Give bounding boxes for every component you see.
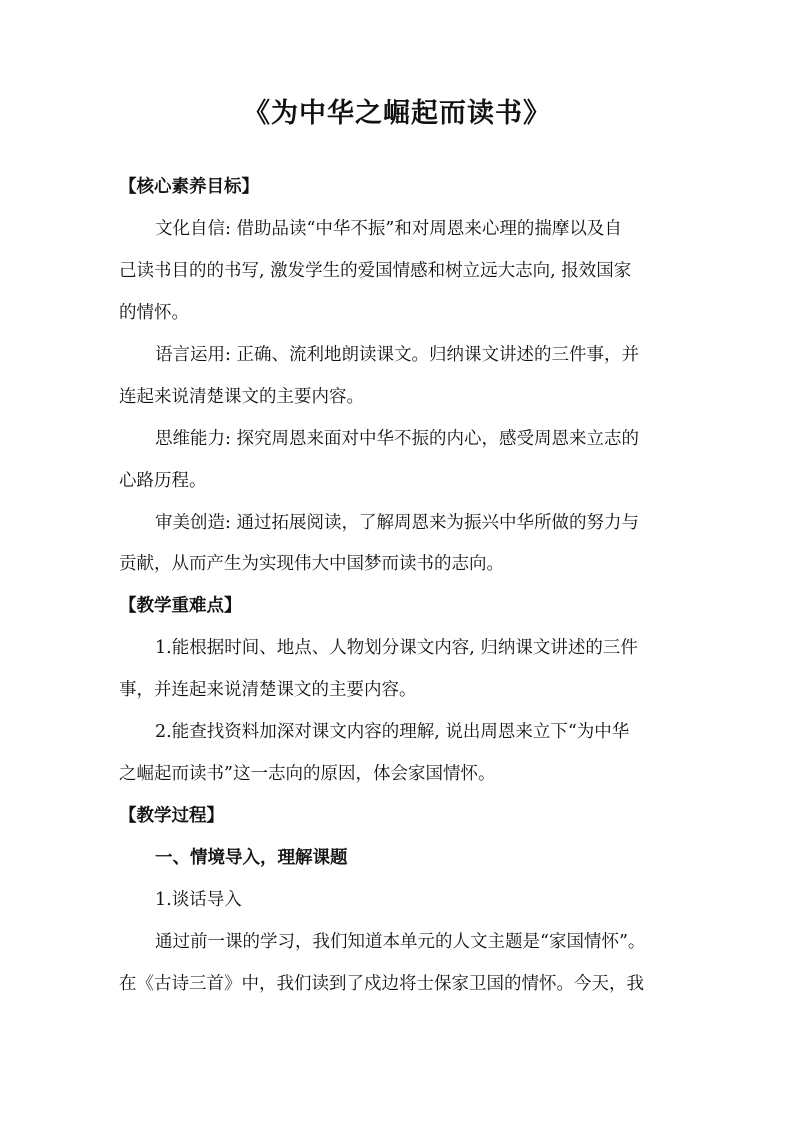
paragraph-line: 事，并连起来说清楚课文的主要内容。	[119, 680, 417, 700]
paragraph-line: 语言运用: 正确、流利地朗读课文。归纳课文讲述的三件事，并	[155, 345, 639, 365]
paragraph-line: 通过前一课的学习，我们知道本单元的人文主题是“家国情怀”。	[155, 932, 646, 952]
paragraph-line: 在《古诗三首》中，我们读到了戍边将士保家卫国的情怀。今天，我	[119, 974, 644, 994]
paragraph-line: 连起来说清楚课文的主要内容。	[119, 387, 364, 407]
document-title: 《为中华之崛起而读书》	[243, 98, 551, 129]
paragraph-line: 文化自信: 借助品读“中华不振”和对周恩来心理的揣摩以及自	[155, 219, 622, 239]
paragraph-line: 思维能力: 探究周恩来面对中华不振的内心，感受周恩来立志的	[155, 429, 639, 449]
step-label: 1.谈话导入	[155, 890, 242, 910]
paragraph-line: 2.能查找资料加深对课文内容的理解, 说出周恩来立下“为中华	[155, 722, 630, 742]
paragraph-line: 心路历程。	[119, 471, 207, 491]
paragraph-line: 1.能根据时间、地点、人物划分课文内容, 归纳课文讲述的三件	[155, 638, 638, 658]
subsection-heading: 一、情境导入，理解课题	[155, 848, 348, 868]
section-heading-goals: 【核心素养目标】	[119, 177, 259, 197]
section-heading-key-points: 【教学重难点】	[119, 596, 242, 616]
paragraph-line: 的情怀。	[119, 303, 189, 323]
paragraph-line: 贡献，从而产生为实现伟大中国梦而读书的志向。	[119, 554, 504, 574]
paragraph-line: 审美创造: 通过拓展阅读，了解周恩来为振兴中华所做的努力与	[155, 513, 639, 533]
paragraph-line: 之崛起而读书”这一志向的原因，体会家国情怀。	[119, 764, 496, 784]
section-heading-process: 【教学过程】	[119, 806, 224, 826]
paragraph-line: 己读书目的的书写, 激发学生的爱国情感和树立远大志向, 报效国家	[119, 261, 632, 281]
